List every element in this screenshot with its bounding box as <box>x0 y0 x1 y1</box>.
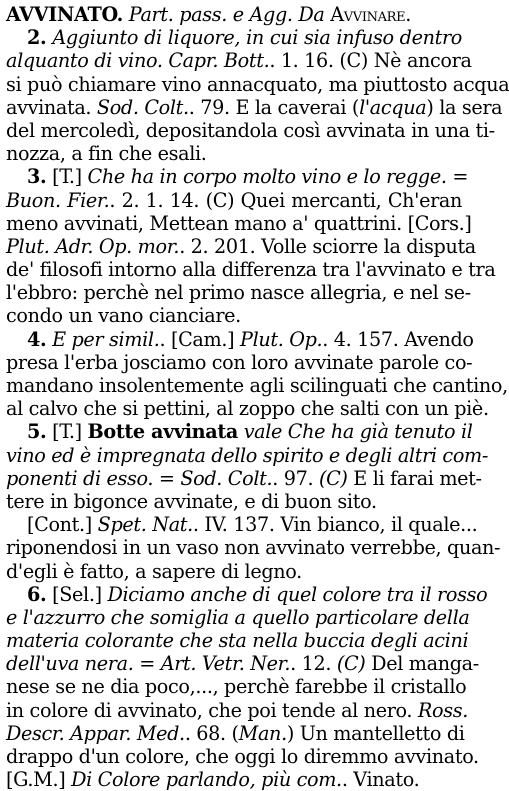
text-run: ponenti di esso. <box>6 466 154 490</box>
text-run: in colore di avvinato, che poi tende al nero. <box>6 698 418 722</box>
text-run: de' filosofi intorno alla differenza tra l'avvinato e tra <box>6 258 496 282</box>
text-run: e l'azzurro che somiglia a quello particolare della <box>6 605 470 629</box>
text-run: l'acqua <box>359 95 427 119</box>
text-run: 5. <box>27 420 47 444</box>
text-run: l'ebbro: perchè nel primo nasce allegria, e nel se- <box>6 281 471 305</box>
text-line <box>6 258 496 282</box>
text-run: al calvo che si pettini, al zoppo che salti con un piè. <box>6 397 489 421</box>
text-line <box>6 142 462 165</box>
text-run: dell'uva nera. <box>6 652 134 676</box>
text-line <box>6 234 476 258</box>
text-run: condo un vano cianciare. <box>6 304 241 328</box>
text-run: d'egli è fatto, a sapere di legno. <box>6 559 302 583</box>
text-line <box>6 652 479 676</box>
text-line <box>6 72 509 96</box>
text-run: Ross. <box>417 698 468 722</box>
text-run: 6. <box>27 582 47 606</box>
text-run: Botte avvinata <box>87 420 238 444</box>
text-line <box>6 49 472 73</box>
text-run: . 2. 201. Volle sciorre la disputa <box>179 234 476 258</box>
text-line <box>6 350 473 374</box>
text-run: ) Un mantelletto di <box>286 721 465 745</box>
text-run: drappo d'un colore, che oggi lo diremmo avvinato. <box>6 745 479 768</box>
text-line <box>6 466 482 490</box>
text-run: Plut. Adr. Op. mor. <box>6 234 180 258</box>
text-run: . Vinato. <box>341 768 420 791</box>
text-run: [Cont.] <box>27 513 98 537</box>
text-line <box>6 675 467 699</box>
text-line <box>6 536 501 560</box>
text-run: Sod. Colt. <box>96 95 189 119</box>
text-run: . 1. 16. (C) Nè ancora <box>269 49 472 73</box>
text-run: [T.] <box>46 420 88 444</box>
text-run: . 79. E la caverai ( <box>188 95 360 119</box>
text-line <box>6 745 479 768</box>
text-run: Part. pass. e Agg. Da <box>128 3 325 26</box>
text-line <box>6 490 462 513</box>
text-run: mandano insolentemente agli scilinguati che cantino, <box>6 374 508 397</box>
text-run: si può chiamare vino annacquato, ma piuttosto acqua <box>6 72 509 96</box>
text-line <box>6 605 470 629</box>
text-run: . [Cam.] <box>159 327 241 351</box>
text-line <box>6 165 474 189</box>
text-run: [T.] <box>46 165 88 189</box>
text-run: = <box>153 466 181 490</box>
text-run: . IV. 137. Vin bianco, il quale... <box>192 513 478 537</box>
text-line <box>6 513 478 537</box>
text-line <box>6 3 462 26</box>
text-line <box>6 560 462 583</box>
text-line <box>6 629 469 653</box>
text-run: Art. Vetr. Ner. <box>160 652 291 676</box>
text-line <box>6 397 489 421</box>
text-run: Plut. Op. <box>240 327 323 351</box>
text-run: del mercoledì, depositandola così avvinata in una ti- <box>6 118 495 142</box>
text-run: Aggiunto di liquore, in cui sia infuso dentro <box>52 26 462 50</box>
text-line <box>6 698 468 722</box>
text-line <box>6 118 495 142</box>
text-run: = <box>446 165 474 189</box>
text-run: . 12. <box>290 652 337 676</box>
text-run: vale Che ha già tenuto il <box>243 420 473 444</box>
text-run: 3. <box>27 165 47 189</box>
text-run: 4. <box>27 327 47 351</box>
text-run: avvinata. <box>6 95 97 119</box>
text-run: riponendosi in un vaso non avvinato verrebbe, quan- <box>6 536 501 560</box>
text-run: Spet. Nat. <box>97 513 193 537</box>
text-run: 2. <box>27 26 47 50</box>
text-run: E li farai met- <box>347 466 482 490</box>
text-run: Del manga- <box>365 652 479 676</box>
text-run: Man. <box>238 721 287 745</box>
text-run: [G.M.] <box>6 768 72 791</box>
text-line <box>6 211 472 235</box>
text-run: Descr. Appar. Med. <box>6 721 185 745</box>
text-run: Diciamo anche di quel colore tra il rosso <box>107 582 488 606</box>
text-line <box>6 768 462 791</box>
text-run: . 68. ( <box>184 721 239 745</box>
text-run: Sod. Colt. <box>180 466 273 490</box>
text-line <box>6 95 503 119</box>
text-run: Di Colore parlando, più com. <box>71 768 342 791</box>
text-line <box>6 189 462 212</box>
text-line <box>6 721 465 745</box>
text-run: materia colorante che sta nella buccia degli acini <box>6 629 469 653</box>
text-run: meno avvinati, Mettean mano a' quattrini. [Cors.] <box>6 211 472 235</box>
text-run: ) la sera <box>426 95 503 119</box>
text-run: tere in bigonce avvinate, e di buon sito. <box>6 489 377 513</box>
text-line <box>6 327 474 351</box>
text-run: (C) <box>318 466 348 490</box>
text-line <box>6 281 471 305</box>
text-run: Avvinare <box>330 3 406 26</box>
text-run: nozza, a fin che esali. <box>6 142 207 166</box>
text-run: Che ha in corpo molto vino e lo regge. <box>87 165 447 189</box>
text-run: [Sel.] <box>46 582 108 606</box>
text-run: AVVINATO. <box>6 3 124 26</box>
text-run: E per simil. <box>52 327 160 351</box>
text-run: presa l'erba josciamo con loro avvinate parole co- <box>6 350 473 374</box>
text-run: Buon. Fier. <box>6 188 110 212</box>
text-run: nese se ne dia poco,..., perchè farebbe il cristallo <box>6 675 467 699</box>
text-run: . 2. 1. 14. (C) Quei mercanti, Ch'eran <box>109 188 463 212</box>
text-run: vino ed è impregnata dello spirito e degli altri com- <box>6 443 489 467</box>
text-line <box>6 582 488 606</box>
text-line <box>6 443 489 467</box>
text-run: = <box>133 652 161 676</box>
text-line <box>6 26 462 49</box>
text-line <box>6 420 473 444</box>
text-run: (C) <box>336 652 366 676</box>
text-line <box>6 374 508 397</box>
text-line <box>6 304 462 327</box>
text-run: . 97. <box>272 466 319 490</box>
text-run: . 4. 157. Avendo <box>322 327 474 351</box>
text-run: alquanto di vino. Capr. Bott. <box>6 49 270 73</box>
text-run: . <box>405 3 412 26</box>
